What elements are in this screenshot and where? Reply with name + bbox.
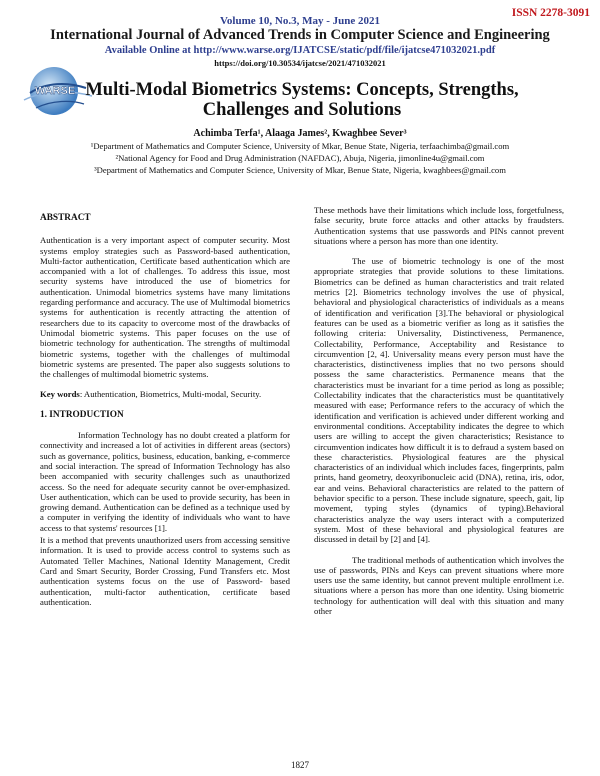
right-paragraph-2: The use of biometric technology is one of the most appropriate strategies that provide solutions to these limitations. Biometrics can be defined as human characteristics and trait related metrics [2]. Biometrics technology involves the use of physical, behavioral and physiological characteristics of individuals as a means of identification and verification [3].The behavioral or physiological features can be used as a biometric verifier as long as it satisfies the following criteria: Universality, Distinctiveness, Permanence, Collectability, Performance, Acceptability and Resistance to circumvention [2, 4]. Universality means every person must have the characteristics, distinctiveness implies that no two persons should possess the same characteristics. Permanence means that the characteristics must be invariant for a time period as long as possible; Collectability indicates that the characteristics must be quantitatively measured with ease; Performance refers to the accuracy of which the identification and verification is achieved under different working and environmental conditions. Acceptability indicates the degree to which users are willing to accept the given characteristics; Resistance to circumvention indicates how difficult it is to defraud a system based on these characteristics. Physiological features are the physical characteristics of an individual which includes faces, fingerprints, palm prints, hand geometry, deoxyribonucleic acid (DNA), retina, iris, odor, ear and veins. Behavioral characteristics are related to the pattern of behavior specific to a person. These include signature, speech, gait, lip movement, typing styles (dynamics of typing).Behavioral characteristics analyze the way users interact with a computerized system. Most of these behavioral and physiological features are discussed in detail by [2] and [4].	[314, 256, 564, 545]
abstract-heading: ABSTRACT	[40, 213, 91, 223]
author-list: Achimba Terfa¹, Alaaga James², Kwaghbee Sever³	[193, 128, 407, 139]
doi-link[interactable]: https://doi.org/10.30534/ijatcse/2021/471032021	[214, 58, 386, 68]
issn-label: ISSN 2278-3091	[511, 7, 590, 19]
abstract-text: Authentication is a very important aspect of computer security. Most systems employ strategies such as Password-based authentication, Multi-factor authentication, Certificate based authentication which are accompanied with a lot of challenges. To address this issue, most security systems have introduced the use of biometrics for authentication. Unimodal biometrics systems have many limitations regarding performance and accuracy. The use of Multimodal biometrics systems for authentication is recently attracting the attention of researchers due to its capacity to overcome most of the drawbacks of Unimodal biometric systems. This paper focuses on the use of biometric technology for authentication. The strengths of multimodal biometric systems, together with the challenges of multimodal biometric systems are presented. The paper also suggests solutions to the challenges of multimodal biometric systems.	[40, 235, 290, 380]
right-paragraph-1: These methods have their limitations which include loss, forgetfulness, false security, brute force attacks and other attacks by fraudsters. Authentication systems that use passwords and PINs cannot prevent situations where a person has more than one identity.	[314, 205, 564, 246]
intro-paragraph-1: Information Technology has no doubt created a platform for connectivity and increased a lot of activities in different areas (sectors) such as governance, politics, business, education, banking, e-commerce and social interaction. The spread of Information Technology has also been accompanied with security challenges such as unauthorized access. So the need for adequate security cannot be over-emphasized. User authentication, which can be used to provide security, has been in growing demand. Authentication can be defined as a technique used by a computer in verifying the identity of individuals who want to have access to that systems' resources [1].	[40, 430, 290, 533]
keywords-label: Key words	[40, 389, 80, 400]
volume-issue: Volume 10, No.3, May - June 2021	[219, 15, 380, 27]
right-paragraph-3: The traditional methods of authentication which involves the use of passwords, PINs and Keys can prevent situations where more users use the same identity, but cannot prevent multiple enrollment i.e. situations where a person has more than one identity. Using biometric technology for authentication will deal with this situation and many other	[314, 554, 564, 616]
logo-text: WARSE	[34, 85, 76, 97]
intro-paragraph-2: It is a method that prevents unauthorized users from accessing sensitive information. It is used to provide access control to systems such as Automated Teller Machines, National Identity Management, Credit Card and Smart Security, Border Crossing, Fund Transfers etc. Most authentication systems focus on the use of Password- based authentication, multi-factor authentication, certificate based authentication.	[40, 535, 290, 607]
affiliation-3: ³Department of Mathematics and Computer Science, University of Mkar, Benue State, Nigeria, kwaghbees@gmail.com	[94, 165, 506, 175]
left-column	[40, 213, 290, 607]
available-online-link[interactable]: Available Online at http://www.warse.org/IJATCSE/static/pdf/file/ijatcse471032021.pdf	[104, 45, 496, 56]
affiliation-2: ²National Agency for Food and Drug Administration (NAFDAC), Abuja, Nigeria, jimonline4u@gmail.com	[115, 153, 485, 163]
introduction-heading: 1. INTRODUCTION	[40, 409, 124, 420]
affiliation-1: ¹Department of Mathematics and Computer Science, University of Mkar, Benue State, Nigeria, terfaachimba@gmail.com	[90, 141, 510, 151]
page-number: 1827	[291, 760, 309, 770]
paper-title	[82, 80, 522, 120]
keywords-text: : Authentication, Biometrics, Multi-modal, Security.	[79, 389, 262, 400]
title-line-1: Multi-Modal Biometrics Systems: Concepts, Strengths,	[85, 80, 519, 100]
title-line-2: Challenges and Solutions	[202, 100, 402, 120]
keywords	[40, 389, 290, 399]
journal-title: International Journal of Advanced Trends in Computer Science and Engineering	[50, 27, 550, 43]
right-column	[314, 205, 564, 616]
